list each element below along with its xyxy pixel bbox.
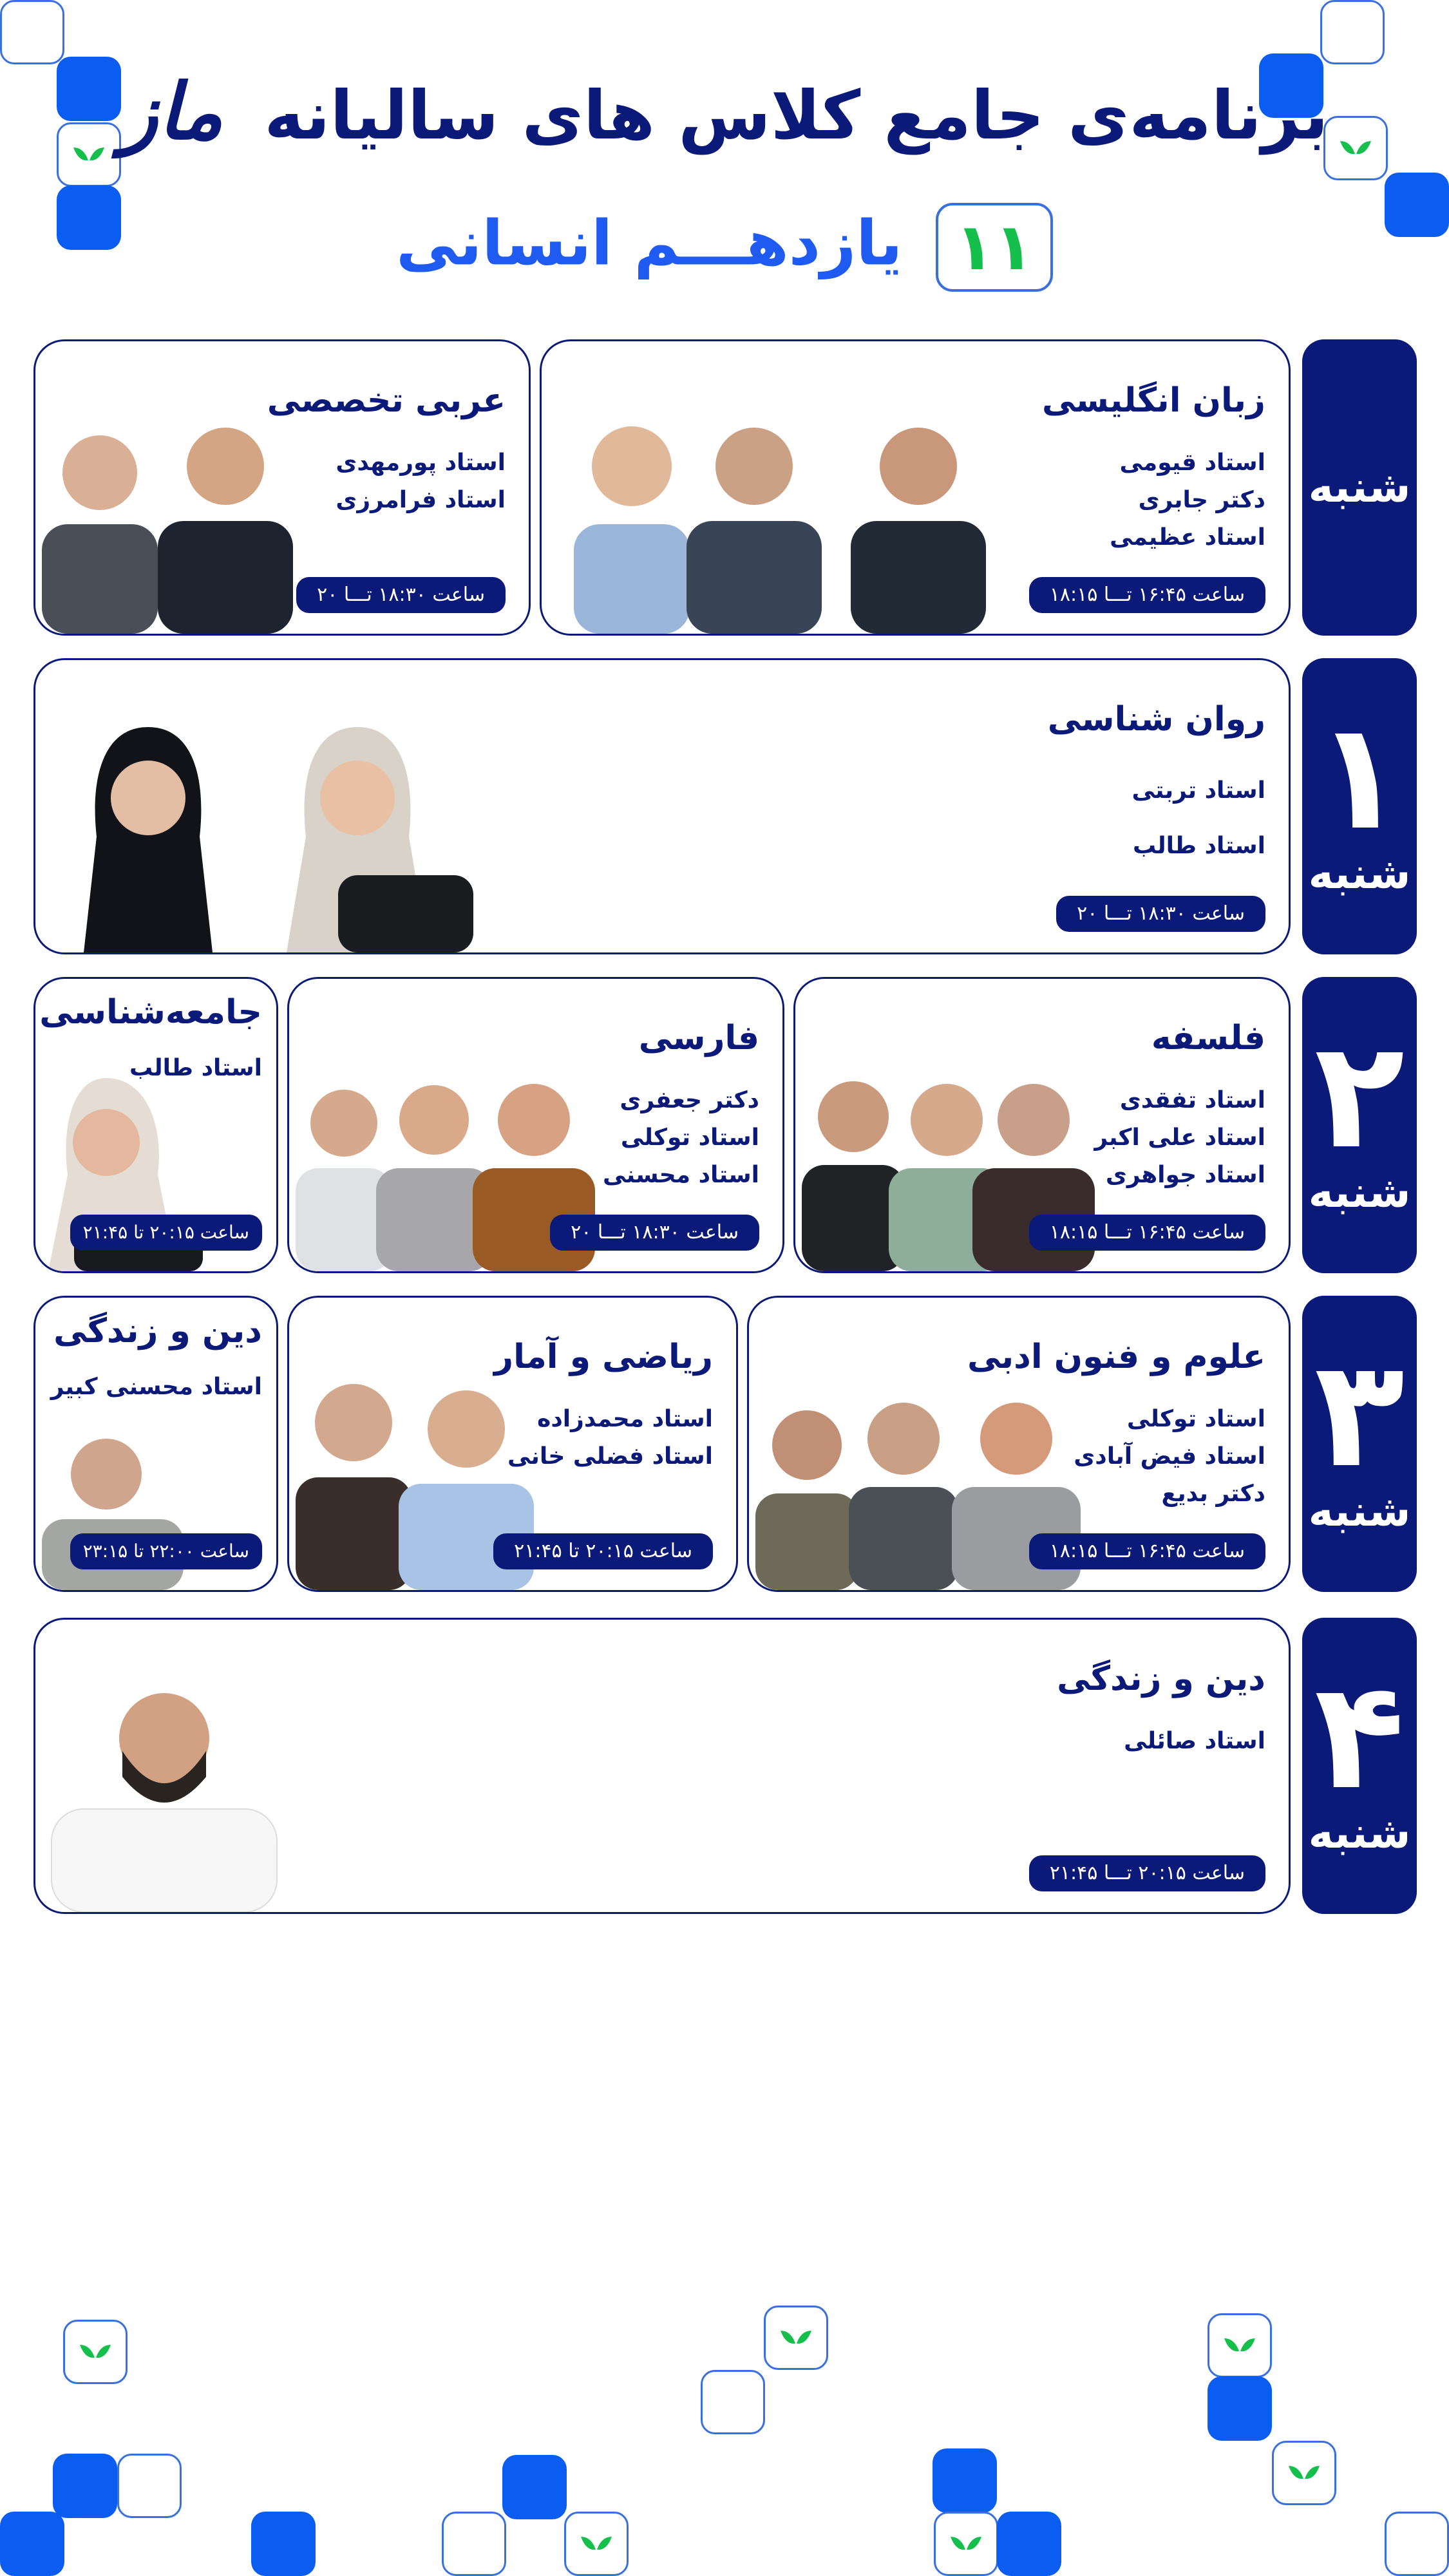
subject-title: ریاضی و آمار xyxy=(494,1338,713,1376)
leaf-icon xyxy=(63,2320,128,2384)
time-badge: ساعت ۲۰:۱۵ تا ۲۱:۴۵ xyxy=(70,1215,262,1251)
grade-number-badge: ۱۱ xyxy=(936,203,1053,292)
teacher-name: استاد طالب xyxy=(1132,833,1265,859)
teacher-name: استاد تفقدی xyxy=(1119,1087,1265,1113)
teacher-name: استاد محمدزاده xyxy=(537,1406,713,1432)
day-tab-saturday xyxy=(1302,339,1417,636)
session-card-religion-wednesday xyxy=(33,1618,1291,1914)
teacher-name: استاد طالب xyxy=(129,1055,262,1081)
teacher-photo xyxy=(674,402,835,634)
grade-label: یازدهـــم انسانی xyxy=(396,207,903,279)
time-badge: ساعت ۱۶:۴۵ تـــا ۱۸:۱۵ xyxy=(1029,577,1265,613)
session-card-literary-sciences xyxy=(747,1296,1291,1592)
decor-square xyxy=(997,2512,1061,2576)
leaf-icon xyxy=(1208,2313,1272,2378)
teacher-name: استاد توکلی xyxy=(620,1124,759,1151)
teacher-name: دکتر بدیع xyxy=(1161,1481,1265,1507)
day-tab-wednesday xyxy=(1302,1618,1417,1914)
teacher-name: استاد محسنی کبیر xyxy=(50,1374,262,1400)
page-title xyxy=(0,68,1449,157)
teacher-name: استاد فیض آبادی xyxy=(1074,1443,1265,1470)
teacher-photo xyxy=(39,1667,290,1912)
teacher-list xyxy=(1132,763,1265,874)
teacher-name: استاد علی اکبر xyxy=(1094,1124,1265,1151)
decor-square xyxy=(0,2512,64,2576)
grade-subtitle xyxy=(0,203,1449,292)
session-card-english xyxy=(540,339,1291,636)
decor-square xyxy=(1320,0,1385,64)
decor-square xyxy=(442,2512,506,2576)
day-number: ۱ xyxy=(1314,691,1405,863)
subject-title: دین و زندگی xyxy=(1057,1660,1265,1698)
decor-square xyxy=(53,2454,117,2518)
decor-square xyxy=(1208,2376,1272,2441)
brand-logo: ماز xyxy=(120,68,223,157)
time-badge: ساعت ۱۶:۴۵ تـــا ۱۸:۱۵ xyxy=(1029,1215,1265,1251)
teacher-name: استاد فرامرزی xyxy=(336,487,506,513)
teacher-name: استاد قیومی xyxy=(1119,450,1265,476)
teacher-name: دکتر جابری xyxy=(1138,487,1265,513)
teacher-photo xyxy=(838,402,999,634)
time-badge: ساعت ۱۸:۳۰ تـــا ۲۰ xyxy=(1056,896,1265,932)
session-card-math-statistics xyxy=(287,1296,738,1592)
day-word: شنبه xyxy=(1308,849,1411,898)
subject-title: دین و زندگی xyxy=(53,1312,262,1350)
subject-title: عربی تخصصی xyxy=(267,381,506,420)
day-tab-monday xyxy=(1302,977,1417,1273)
teacher-list xyxy=(336,444,506,519)
decor-square xyxy=(1385,2512,1449,2576)
subject-title: فلسفه xyxy=(1151,1019,1265,1057)
teacher-name: استاد محسنی xyxy=(603,1162,759,1188)
decor-square xyxy=(117,2454,182,2518)
day-word: شنبه xyxy=(1308,1168,1411,1217)
session-card-religion-tuesday xyxy=(33,1296,278,1592)
leaf-icon xyxy=(934,2512,998,2576)
decor-square xyxy=(0,0,64,64)
day-word: شنبه xyxy=(1308,462,1411,512)
teacher-name: استاد پورمهدی xyxy=(336,450,506,476)
decor-square xyxy=(933,2448,997,2513)
time-badge: ساعت ۱۸:۳۰ تـــا ۲۰ xyxy=(550,1215,759,1251)
session-card-sociology xyxy=(33,977,278,1273)
subject-title: علوم و فنون ادبی xyxy=(967,1338,1265,1376)
teacher-name: استاد عظیمی xyxy=(1110,524,1265,551)
teacher-name: استاد تربتی xyxy=(1132,777,1265,804)
teacher-name: استاد فضلی خانی xyxy=(507,1443,713,1470)
teacher-name: استاد توکلی xyxy=(1126,1406,1265,1432)
teacher-list xyxy=(1074,1401,1265,1513)
teacher-list xyxy=(1124,1723,1265,1760)
teacher-photo xyxy=(45,708,251,952)
day-word: شنبه xyxy=(1308,1808,1411,1858)
session-card-philosophy xyxy=(793,977,1291,1273)
teacher-list xyxy=(1094,1082,1265,1194)
decor-square xyxy=(701,2370,765,2434)
leaf-icon xyxy=(564,2512,629,2576)
day-number: ۳ xyxy=(1314,1329,1405,1501)
time-badge: ساعت ۲۰:۱۵ تـــا ۲۱:۴۵ xyxy=(1029,1855,1265,1891)
teacher-list xyxy=(51,1368,262,1406)
teacher-name: استاد صائلی xyxy=(1124,1728,1265,1754)
subject-title: روان شناسی xyxy=(1047,700,1265,739)
subject-title: زبان انگلیسی xyxy=(1041,381,1265,420)
title-text: برنامه‌ی جامع کلاس های سالیانه xyxy=(264,76,1329,155)
decor-square xyxy=(251,2512,316,2576)
day-word: شنبه xyxy=(1308,1486,1411,1536)
time-badge: ساعت ۲۰:۱۵ تا ۲۱:۴۵ xyxy=(493,1533,713,1569)
time-badge: ساعت ۲۲:۰۰ تا ۲۳:۱۵ xyxy=(70,1533,262,1569)
time-badge: ساعت ۱۶:۴۵ تـــا ۱۸:۱۵ xyxy=(1029,1533,1265,1569)
day-number: ۴ xyxy=(1314,1651,1405,1823)
day-tab-tuesday xyxy=(1302,1296,1417,1592)
teacher-photo xyxy=(242,708,473,952)
session-card-persian xyxy=(287,977,784,1273)
teacher-photo xyxy=(148,402,303,634)
leaf-icon xyxy=(764,2306,828,2370)
session-card-psychology xyxy=(33,658,1291,954)
teacher-name: استاد جواهری xyxy=(1105,1162,1265,1188)
teacher-list xyxy=(603,1082,759,1194)
teacher-photo xyxy=(35,408,164,634)
leaf-icon xyxy=(1272,2441,1336,2505)
teacher-name: دکتر جعفری xyxy=(620,1087,759,1113)
decor-square xyxy=(502,2455,567,2519)
session-card-arabic xyxy=(33,339,531,636)
teacher-list xyxy=(1110,444,1265,556)
subject-title: فارسی xyxy=(638,1019,759,1057)
day-number: ۲ xyxy=(1314,1010,1405,1182)
time-badge: ساعت ۱۸:۳۰ تـــا ۲۰ xyxy=(296,577,506,613)
subject-title: جامعه‌شناسی xyxy=(39,993,262,1032)
day-tab-sunday xyxy=(1302,658,1417,954)
